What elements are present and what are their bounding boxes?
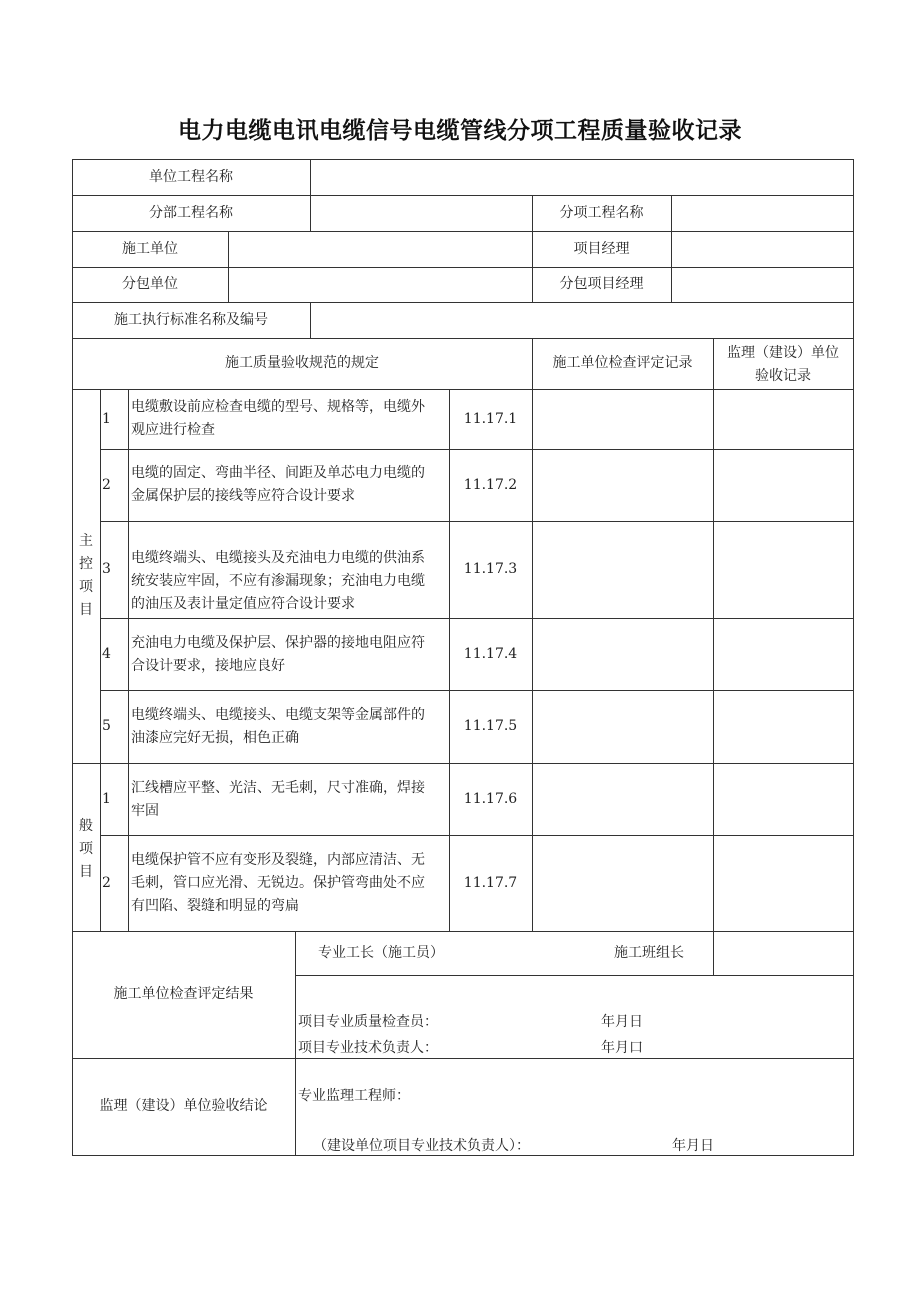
project-manager-label: 项目经理 bbox=[573, 240, 630, 257]
sub-project-manager-label: 分包项目经理 bbox=[559, 276, 644, 292]
subcontractor-label: 分包单位 bbox=[122, 276, 178, 292]
quality-date: 年月日 bbox=[601, 1014, 643, 1030]
foreman-label: 专业工长（施工员） bbox=[318, 945, 444, 961]
supervising-engineer-label: 专业监理工程师： bbox=[298, 1088, 410, 1104]
item-clause: 11.17.2 bbox=[463, 476, 518, 493]
team-leader-field[interactable] bbox=[714, 932, 853, 975]
owner-lead-label: （建设单位项目专业技术负责人）： bbox=[313, 1138, 530, 1154]
unit-project-label: 单位工程名称 bbox=[149, 168, 233, 185]
subcontractor-field[interactable] bbox=[229, 268, 532, 302]
item-number: 1 bbox=[102, 410, 111, 427]
item-project-field[interactable] bbox=[672, 196, 853, 231]
item-requirement: 充油电力电缆及保护层、保护器的接地电阻应符 合设计要求，接地应良好 bbox=[131, 635, 425, 674]
item-clause: 11.17.6 bbox=[463, 790, 518, 807]
standard-label: 施工执行标准名称及编号 bbox=[114, 311, 268, 328]
supervisor-record-header: 监理（建设）单位 验收记录 bbox=[727, 345, 839, 384]
item-project-label: 分项工程名称 bbox=[559, 204, 644, 221]
main-control-group-label: 主 控 项 目 bbox=[79, 533, 93, 618]
item-requirement: 电缆保护管不应有变形及裂缝，内部应清洁、无 毛刺，管口应光滑、无锐边。保护管弯曲处不应 有凹陷、裂缝和明显的弯扁 bbox=[131, 852, 425, 914]
standard-field[interactable] bbox=[311, 303, 853, 338]
item-requirement: 汇线槽应平整、光洁、无毛刺，尺寸准确，焊接 牢固 bbox=[131, 780, 425, 819]
item-number: 3 bbox=[102, 561, 111, 577]
item-number: 4 bbox=[102, 645, 111, 662]
item-clause: 11.17.5 bbox=[463, 718, 518, 734]
project-manager-field[interactable] bbox=[672, 232, 853, 267]
item-number: 1 bbox=[102, 790, 111, 807]
spec-column-header: 施工质量验收规范的规定 bbox=[225, 355, 379, 371]
page-title: 电力电缆电讯电缆信号电缆管线分项工程质量验收记录 bbox=[178, 118, 742, 144]
tech-lead-label: 项目专业技术负责人： bbox=[298, 1040, 438, 1056]
item-clause: 11.17.1 bbox=[463, 410, 518, 427]
item-number: 2 bbox=[102, 874, 111, 891]
general-group-label: 般 项 目 bbox=[79, 818, 93, 880]
item-requirement: 电缆敷设前应检查电缆的型号、规格等，电缆外 观应进行检查 bbox=[131, 399, 425, 438]
contractor-field[interactable] bbox=[229, 232, 532, 267]
tech-date: 年月口 bbox=[601, 1040, 643, 1056]
item-clause: 11.17.4 bbox=[463, 645, 518, 662]
item-clause: 11.17.7 bbox=[463, 874, 518, 891]
item-number: 2 bbox=[102, 476, 111, 493]
supervisor-date: 年月日 bbox=[672, 1138, 714, 1154]
team-leader-label: 施工班组长 bbox=[614, 945, 684, 961]
supervisor-result-label: 监理（建设）单位验收结论 bbox=[99, 1098, 268, 1114]
item-number: 5 bbox=[102, 718, 111, 734]
item-requirement: 电缆的固定、弯曲半径、间距及单芯电力电缆的 金属保护层的接线等应符合设计要求 bbox=[131, 465, 425, 504]
quality-inspector-label: 项目专业质量检查员： bbox=[298, 1014, 438, 1030]
item-requirement: 电缆终端头、电缆接头及充油电力电缆的供油系 统安装应牢固，不应有渗漏现象；充油电力电缆 的油压及表计量定值应符合设计要求 bbox=[131, 550, 425, 612]
sub-project-manager-field[interactable] bbox=[672, 268, 853, 302]
unit-project-field[interactable] bbox=[311, 160, 853, 195]
contractor-result-label: 施工单位检查评定结果 bbox=[113, 986, 254, 1002]
contractor-label: 施工单位 bbox=[122, 240, 178, 257]
item-clause: 11.17.3 bbox=[463, 561, 518, 577]
sub-project-field[interactable] bbox=[311, 196, 532, 231]
item-requirement: 电缆终端头、电缆接头、电缆支架等金属部件的 油漆应完好无损，相色正确 bbox=[131, 707, 425, 746]
sub-project-label: 分部工程名称 bbox=[149, 204, 233, 221]
contractor-record-header: 施工单位检查评定记录 bbox=[552, 355, 693, 371]
